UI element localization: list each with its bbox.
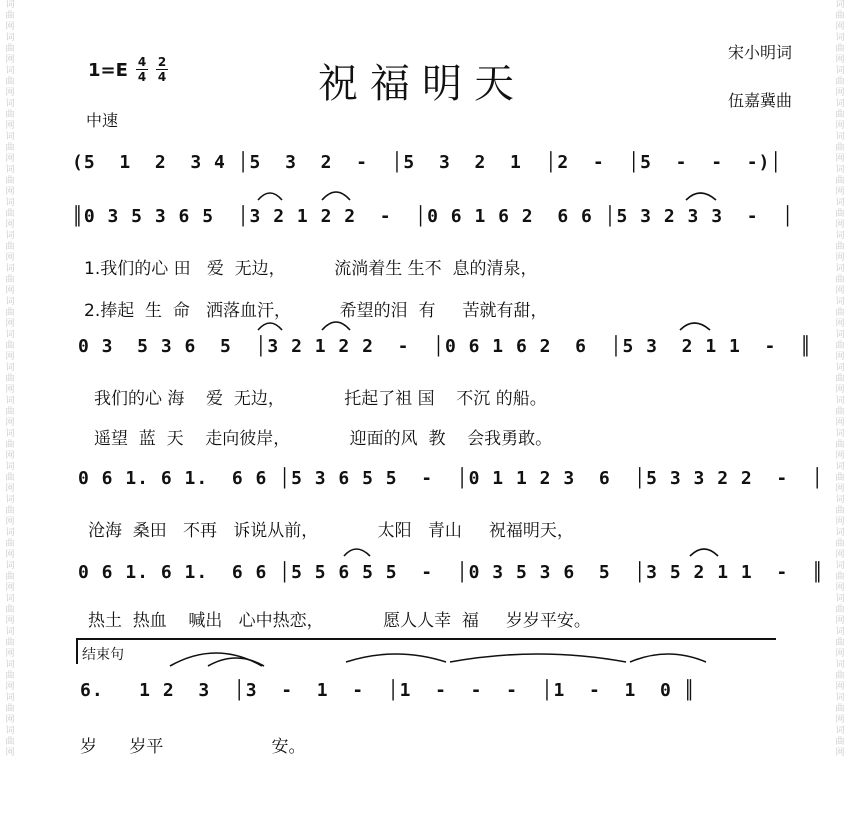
ending-label: 结束句 (82, 647, 124, 663)
watermark-glyph: 网 (5, 55, 15, 65)
verse-line-2-lyrics-2: 遥望 蓝 天 走向彼岸， 迎面的风 教 会我勇敢。 (94, 429, 553, 449)
watermark-glyph: 网 (835, 253, 845, 263)
watermark-glyph: 词 (5, 693, 15, 703)
watermark-glyph: 网 (5, 187, 15, 197)
watermark-glyph: 曲 (835, 638, 845, 648)
watermark-glyph: 网 (835, 88, 845, 98)
watermark-glyph: 词 (835, 429, 845, 439)
watermark-glyph: 词 (835, 693, 845, 703)
verse-line-1-lyrics-1: 1.我们的心 田 爱 无边， 流淌着生 生不 息的清泉， (84, 259, 538, 279)
watermark-glyph: 曲 (835, 308, 845, 318)
watermark-glyph: 网 (5, 682, 15, 692)
slur (346, 654, 446, 662)
watermark-glyph: 网 (5, 715, 15, 725)
watermark-glyph: 词 (835, 726, 845, 736)
watermark-glyph: 网 (5, 517, 15, 527)
ending-lyrics: 岁 岁平 安。 (80, 737, 306, 757)
slur (344, 549, 370, 556)
watermark-glyph: 网 (835, 418, 845, 428)
watermark-glyph: 网 (835, 55, 845, 65)
chorus-line-1-lyrics: 沧海 桑田 不再 诉说从前， 太阳 青山 祝福明天， (88, 521, 574, 541)
watermark-glyph: 词 (835, 396, 845, 406)
watermark-glyph: 词 (5, 99, 15, 109)
slur (690, 549, 718, 556)
watermark-glyph: 曲 (5, 704, 15, 714)
watermark-glyph: 曲 (5, 110, 15, 120)
watermark-glyph: 曲 (835, 143, 845, 153)
watermark-glyph: 网 (5, 22, 15, 32)
watermark-glyph: 词 (835, 33, 845, 43)
watermark-glyph: 网 (835, 22, 845, 32)
watermark-glyph: 曲 (835, 407, 845, 417)
watermark-glyph: 曲 (5, 539, 15, 549)
lyricist-credit: 宋小明词 (728, 43, 793, 62)
watermark-glyph: 网 (5, 319, 15, 329)
watermark-glyph: 曲 (835, 704, 845, 714)
watermark-glyph: 网 (835, 385, 845, 395)
verse-line-2-notation: 0 3 5 3 6 5 │3 2 1 2 2 - │0 6 1 6 2 6 │5 3 2 1 1 - ║ (78, 336, 812, 357)
meter-denominator: 4 (137, 70, 147, 84)
song-title: 祝福明天 (318, 61, 526, 107)
watermark-glyph: 曲 (835, 737, 845, 747)
watermark-glyph: 词 (835, 297, 845, 307)
watermark-glyph: 词 (5, 264, 15, 274)
watermark-glyph: 词 (5, 594, 15, 604)
tempo-marking: 中速 (86, 111, 119, 130)
watermark-glyph: 网 (835, 616, 845, 626)
watermark-glyph: 网 (5, 286, 15, 296)
watermark-glyph: 曲 (5, 374, 15, 384)
watermark-glyph: 词 (5, 462, 15, 472)
watermark-glyph: 曲 (835, 605, 845, 615)
watermark-glyph: 词 (5, 726, 15, 736)
meter-numerator: 4 (137, 55, 147, 69)
watermark-glyph: 曲 (5, 506, 15, 516)
chorus-line-1-notation: 0 6 1. 6 1. 6 6 │5 3 6 5 5 - │0 1 1 2 3 6 │5 3 3 2 2 - │ (78, 468, 824, 489)
slur (630, 654, 706, 662)
slur (208, 658, 264, 666)
watermark-glyph: 词 (5, 528, 15, 538)
watermark-glyph: 词 (5, 165, 15, 175)
slur (258, 193, 282, 200)
watermark-glyph: 词 (5, 66, 15, 76)
watermark-glyph: 词 (5, 660, 15, 670)
composer-credit: 伍嘉冀曲 (728, 91, 793, 110)
ending-notation: 6. 1 2 3 │3 - 1 - │1 - - - │1 - 1 0 ║ (80, 680, 696, 701)
watermark-glyph: 曲 (5, 440, 15, 450)
watermark-glyph: 曲 (5, 143, 15, 153)
watermark-glyph: 词 (5, 363, 15, 373)
watermark-glyph: 网 (835, 583, 845, 593)
watermark-glyph: 网 (835, 682, 845, 692)
watermark-glyph: 网 (5, 583, 15, 593)
slur (258, 323, 282, 330)
watermark-glyph: 网 (835, 352, 845, 362)
watermark-glyph: 曲 (5, 308, 15, 318)
watermark-glyph: 网 (5, 649, 15, 659)
watermark-glyph: 曲 (835, 572, 845, 582)
key-signature: 1=E (88, 60, 128, 81)
watermark-glyph: 词 (5, 627, 15, 637)
watermark-glyph: 曲 (5, 275, 15, 285)
watermark-glyph: 词 (5, 297, 15, 307)
verse-line-1-notation: ║0 3 5 3 6 5 │3 2 1 2 2 - │0 6 1 6 2 6 6 │5 3 2 3 3 - │ (72, 206, 795, 227)
watermark-glyph: 词 (835, 627, 845, 637)
watermark-glyph: 词 (835, 660, 845, 670)
watermark-glyph: 网 (835, 484, 845, 494)
watermark-glyph: 曲 (5, 44, 15, 54)
watermark-glyph: 曲 (5, 209, 15, 219)
watermark-glyph: 曲 (5, 77, 15, 87)
watermark-glyph: 网 (835, 748, 845, 758)
watermark-glyph: 曲 (5, 242, 15, 252)
watermark-glyph: 词 (5, 132, 15, 142)
watermark-glyph: 曲 (835, 176, 845, 186)
watermark-glyph: 曲 (835, 275, 845, 285)
watermark-glyph: 曲 (835, 473, 845, 483)
watermark-glyph: 词 (835, 132, 845, 142)
watermark-glyph: 网 (5, 484, 15, 494)
watermark-glyph: 词 (5, 495, 15, 505)
watermark-glyph: 词 (5, 0, 15, 10)
watermark-glyph: 词 (835, 528, 845, 538)
watermark-glyph: 词 (835, 594, 845, 604)
watermark-glyph: 网 (5, 352, 15, 362)
watermark-glyph: 网 (835, 517, 845, 527)
watermark-glyph: 曲 (835, 77, 845, 87)
watermark-glyph: 曲 (835, 440, 845, 450)
watermark-glyph: 网 (5, 616, 15, 626)
watermark-glyph: 网 (835, 550, 845, 560)
watermark-glyph: 网 (835, 220, 845, 230)
watermark-glyph: 曲 (835, 110, 845, 120)
watermark-glyph: 曲 (5, 176, 15, 186)
verse-line-1-lyrics-2: 2.捧起 生 命 洒落血汗， 希望的泪 有 苦就有甜， (84, 301, 548, 321)
watermark-glyph: 词 (5, 33, 15, 43)
watermark-glyph: 曲 (835, 341, 845, 351)
watermark-glyph: 网 (835, 286, 845, 296)
watermark-glyph: 网 (835, 154, 845, 164)
watermark-glyph: 网 (835, 715, 845, 725)
watermark-glyph: 曲 (835, 506, 845, 516)
watermark-glyph: 网 (835, 319, 845, 329)
watermark-glyph: 曲 (5, 671, 15, 681)
watermark-glyph: 曲 (5, 407, 15, 417)
slur (322, 192, 350, 200)
slur (680, 323, 710, 330)
watermark-glyph: 曲 (835, 374, 845, 384)
watermark-glyph: 词 (5, 561, 15, 571)
watermark-glyph: 词 (5, 231, 15, 241)
watermark-glyph: 曲 (5, 572, 15, 582)
watermark-glyph: 网 (5, 154, 15, 164)
watermark-glyph: 曲 (835, 671, 845, 681)
watermark-glyph: 曲 (5, 605, 15, 615)
watermark-glyph: 词 (835, 462, 845, 472)
slur (322, 322, 350, 330)
watermark-glyph: 网 (5, 88, 15, 98)
watermark-glyph: 曲 (835, 44, 845, 54)
watermark-glyph: 词 (835, 231, 845, 241)
watermark-glyph: 词 (835, 66, 845, 76)
watermark-glyph: 网 (835, 451, 845, 461)
slur (450, 654, 626, 662)
meter-numerator: 2 (157, 55, 167, 69)
watermark-glyph: 词 (5, 429, 15, 439)
watermark-glyph: 曲 (5, 737, 15, 747)
watermark-glyph: 网 (5, 121, 15, 131)
watermark-glyph: 曲 (5, 341, 15, 351)
watermark-glyph: 词 (835, 198, 845, 208)
watermark-glyph: 词 (835, 99, 845, 109)
watermark-glyph: 词 (835, 495, 845, 505)
watermark-glyph: 曲 (835, 11, 845, 21)
watermark-glyph: 词 (835, 165, 845, 175)
watermark-glyph: 网 (5, 451, 15, 461)
intro-notation: (5 1 2 3 4 │5 3 2 - │5 3 2 1 │2 - │5 - - -)│ (72, 152, 783, 173)
watermark-glyph: 词 (5, 396, 15, 406)
watermark-glyph: 词 (5, 198, 15, 208)
watermark-glyph: 网 (835, 121, 845, 131)
watermark-glyph: 曲 (5, 11, 15, 21)
watermark-glyph: 网 (835, 649, 845, 659)
watermark-glyph: 曲 (835, 539, 845, 549)
watermark-glyph: 曲 (5, 473, 15, 483)
watermark-glyph: 曲 (835, 209, 845, 219)
chorus-line-2-notation: 0 6 1. 6 1. 6 6 │5 5 6 5 5 - │0 3 5 3 6 5 │3 5 2 1 1 - ║ (78, 562, 824, 583)
watermark-glyph: 词 (835, 363, 845, 373)
watermark-glyph: 网 (5, 748, 15, 758)
watermark-glyph: 网 (5, 550, 15, 560)
watermark-glyph: 词 (835, 561, 845, 571)
watermark-glyph: 词 (835, 264, 845, 274)
slur (686, 193, 716, 200)
watermark-glyph: 网 (5, 418, 15, 428)
watermark-glyph: 词 (5, 330, 15, 340)
watermark-glyph: 网 (5, 253, 15, 263)
watermark-glyph: 网 (5, 385, 15, 395)
watermark-glyph: 曲 (835, 242, 845, 252)
watermark-glyph: 网 (835, 187, 845, 197)
watermark-glyph: 词 (835, 0, 845, 10)
meter-denominator: 4 (157, 70, 167, 84)
watermark-glyph: 网 (5, 220, 15, 230)
watermark-glyph: 词 (835, 330, 845, 340)
watermark-glyph: 曲 (5, 638, 15, 648)
chorus-line-2-lyrics: 热土 热血 喊出 心中热恋， 愿人人幸 福 岁岁平安。 (88, 611, 591, 631)
verse-line-2-lyrics-1: 我们的心 海 爱 无边， 托起了祖 国 不沉 的船。 (94, 389, 547, 409)
